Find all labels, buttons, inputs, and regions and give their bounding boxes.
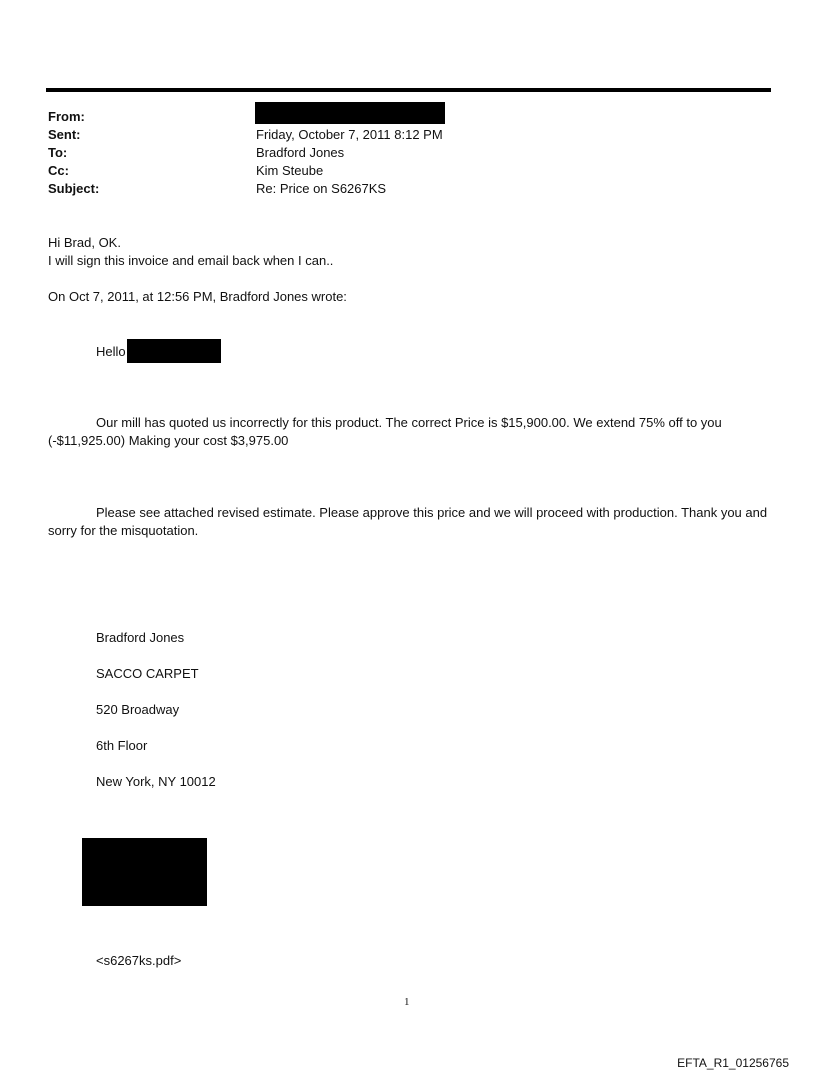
quoted-paragraph-2-text: Please see attached revised estimate. Please approve this price and we will proceed with production. Thank you and sorry for the misquotation.	[48, 505, 768, 538]
redaction-greeting-name	[127, 339, 221, 363]
header-rule	[46, 88, 771, 92]
subject-label: Subject:	[48, 181, 100, 196]
signature-street: 520 Broadway	[96, 702, 180, 717]
redaction-from	[255, 102, 445, 124]
cc-value: Kim Steube	[256, 163, 324, 178]
from-label: From:	[48, 109, 85, 124]
quote-intro: On Oct 7, 2011, at 12:56 PM, Bradford Jones wrote:	[48, 289, 347, 304]
quoted-paragraph-1-text: Our mill has quoted us incorrectly for this product. The correct Price is $15,900.00. We extend 75% off to you (-$11,925.00) Making your cost $3,975.00	[48, 415, 722, 448]
signature-city: New York, NY 10012	[96, 774, 216, 789]
signature-name: Bradford Jones	[96, 630, 185, 645]
quoted-greeting: Hello	[96, 344, 126, 359]
document-id: EFTA_R1_01256765	[677, 1056, 789, 1070]
attachment-link[interactable]: <s6267ks.pdf>	[96, 953, 182, 968]
to-value: Bradford Jones	[256, 145, 345, 160]
page-number: 1	[404, 996, 410, 1008]
reply-line-1: Hi Brad, OK.	[48, 235, 121, 250]
sent-value: Friday, October 7, 2011 8:12 PM	[256, 127, 443, 142]
quoted-paragraph-1	[48, 414, 773, 450]
quoted-paragraph-2	[48, 504, 773, 540]
sent-label: Sent:	[48, 127, 81, 142]
to-label: To:	[48, 145, 68, 160]
cc-label: Cc:	[48, 163, 69, 178]
signature-floor: 6th Floor	[96, 738, 148, 753]
signature-company: SACCO CARPET	[96, 666, 199, 681]
subject-value: Re: Price on S6267KS	[256, 181, 387, 196]
redaction-signature-image	[82, 838, 207, 906]
reply-line-2: I will sign this invoice and email back when I can..	[48, 253, 334, 268]
